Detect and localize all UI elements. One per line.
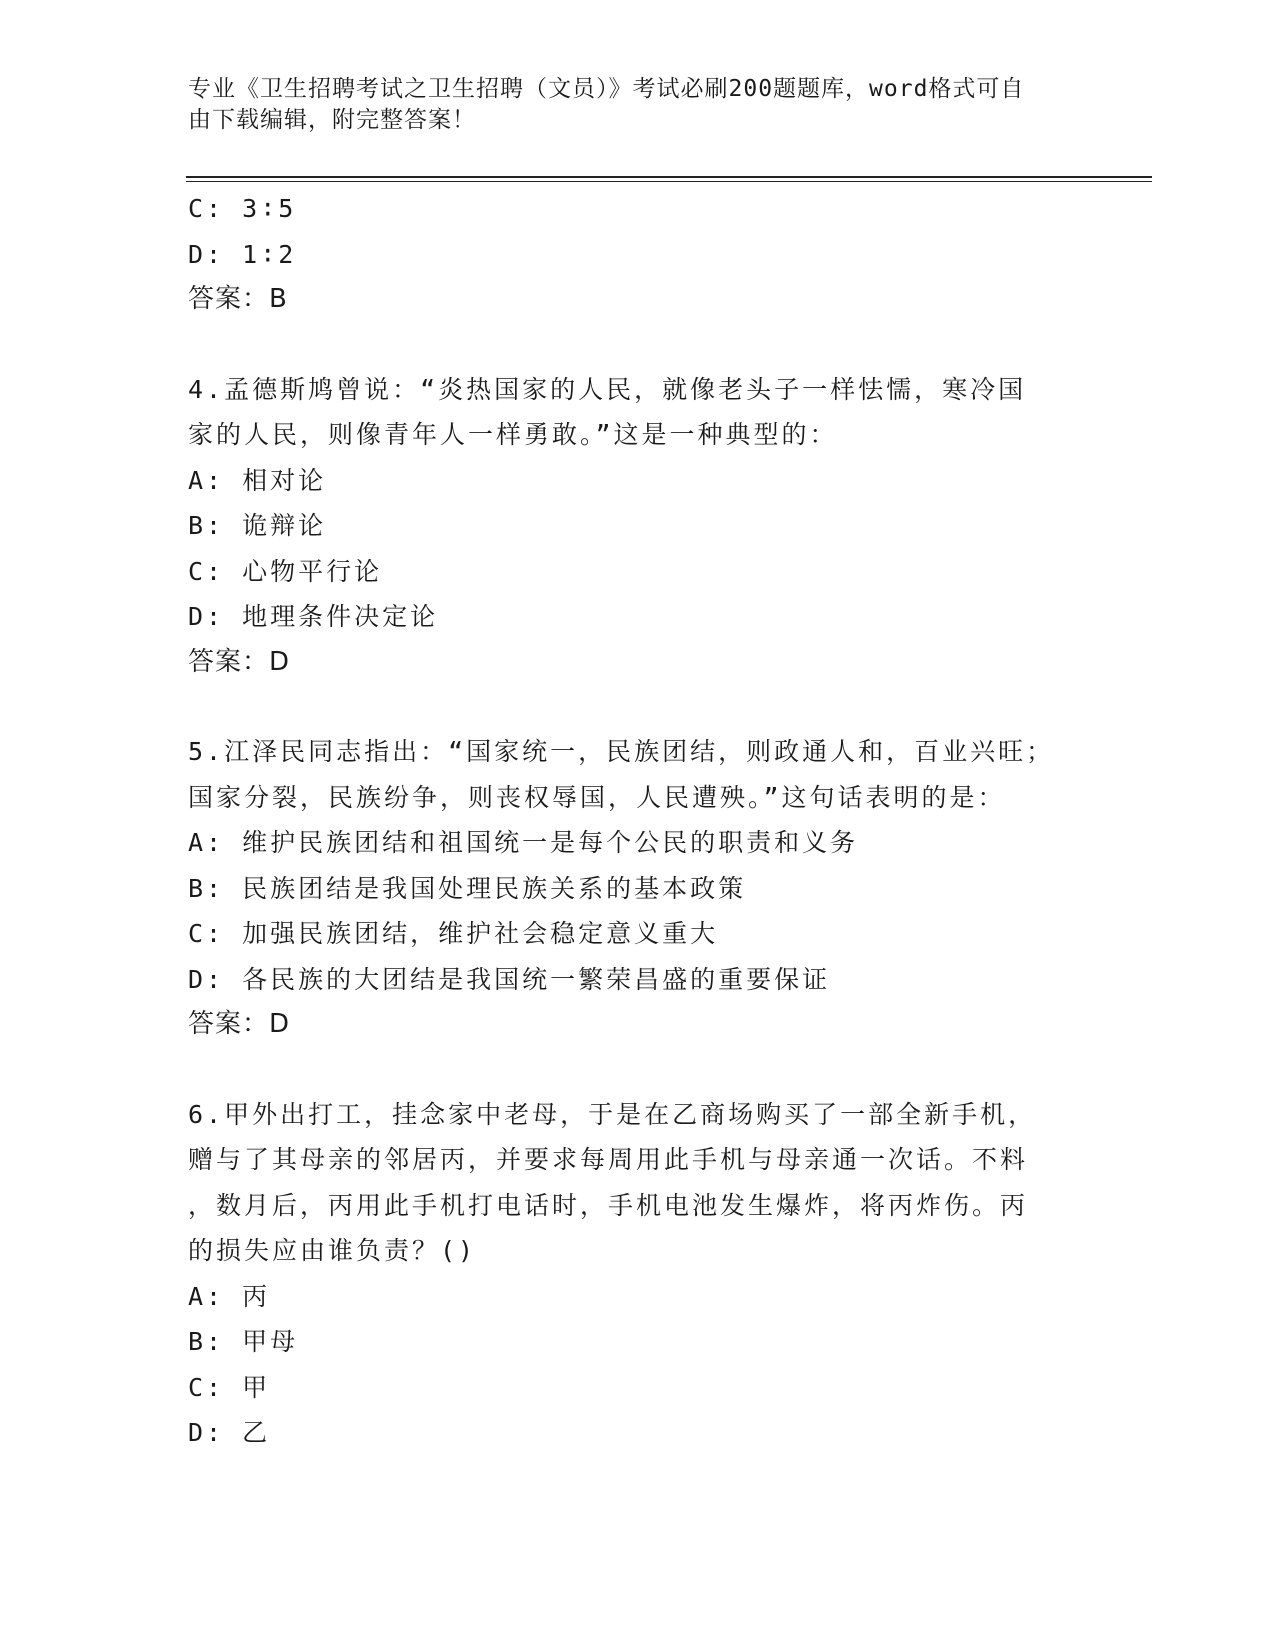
- document-header: [188, 74, 1068, 136]
- stem-line: 国家分裂，民族纷争，则丧权辱国，人民遭殃。”这句话表明的是：: [188, 782, 1006, 812]
- spacer: [188, 323, 1068, 367]
- header-line-1: 专业《卫生招聘考试之卫生招聘（文员）》考试必刷200题题库，word格式可自: [188, 76, 1025, 102]
- stem-line: 4.孟德斯鸠曾说：“炎热国家的人民，就像老头子一样怯懦，寒冷国: [188, 374, 1027, 404]
- option-d: D: 乙: [188, 1418, 271, 1447]
- answer-line: 答案：D: [188, 646, 291, 677]
- option-b: B: 甲母: [188, 1327, 299, 1356]
- question-3-tail: [188, 186, 1068, 323]
- option-a: A: 相对论: [188, 465, 327, 495]
- stem-line: 家的人民，则像青年人一样勇敢。”这是一种典型的：: [188, 420, 838, 449]
- question-6: [188, 1092, 1068, 1456]
- question-5: [188, 729, 1068, 1048]
- question-content: [188, 186, 1068, 1456]
- question-stem: [188, 729, 1068, 820]
- question-stem: [188, 367, 1068, 458]
- header-line-2: 由下载编辑，附完整答案！: [188, 107, 476, 133]
- header-divider-thick: [186, 176, 1152, 178]
- spacer: [188, 685, 1068, 729]
- option-b: B: 民族团结是我国处理民族关系的基本政策: [188, 873, 747, 903]
- stem-line: 5.江泽民同志指出：“国家统一，民族团结，则政通人和，百业兴旺；: [188, 737, 1055, 766]
- stem-line: 6.甲外出打工，挂念家中老母，于是在乙商场购买了一部全新手机，: [188, 1099, 1037, 1129]
- option-a: A: 维护民族团结和祖国统一是每个公民的职责和义务: [188, 828, 859, 857]
- stem-line: ，数月后，丙用此手机打电话时，手机电池发生爆炸，将丙炸伤。丙: [188, 1190, 1029, 1220]
- stem-line: 赠与了其母亲的邻居丙，并要求每周用此手机与母亲通一次话。不料: [188, 1145, 1029, 1174]
- answer-line: 答案：B: [188, 284, 288, 314]
- spacer: [188, 1048, 1068, 1092]
- option-a: A: 丙: [188, 1281, 271, 1311]
- option-c: C: 甲: [188, 1372, 271, 1402]
- option-c: C: 加强民族团结，维护社会稳定意义重大: [188, 919, 719, 948]
- option-c: C: 3∶5: [188, 194, 297, 223]
- question-4: [188, 367, 1068, 686]
- option-d: D: 地理条件决定论: [188, 602, 439, 631]
- answer-line: 答案：D: [188, 1009, 291, 1039]
- question-stem: [188, 1092, 1068, 1274]
- option-d: D: 1∶2: [188, 239, 297, 269]
- stem-line: 的损失应由谁负责？(): [188, 1236, 477, 1265]
- option-d: D: 各民族的大团结是我国统一繁荣昌盛的重要保证: [188, 964, 831, 994]
- header-divider-thin: [186, 181, 1152, 182]
- option-c: C: 心物平行论: [188, 556, 383, 586]
- option-b: B: 诡辩论: [188, 511, 327, 540]
